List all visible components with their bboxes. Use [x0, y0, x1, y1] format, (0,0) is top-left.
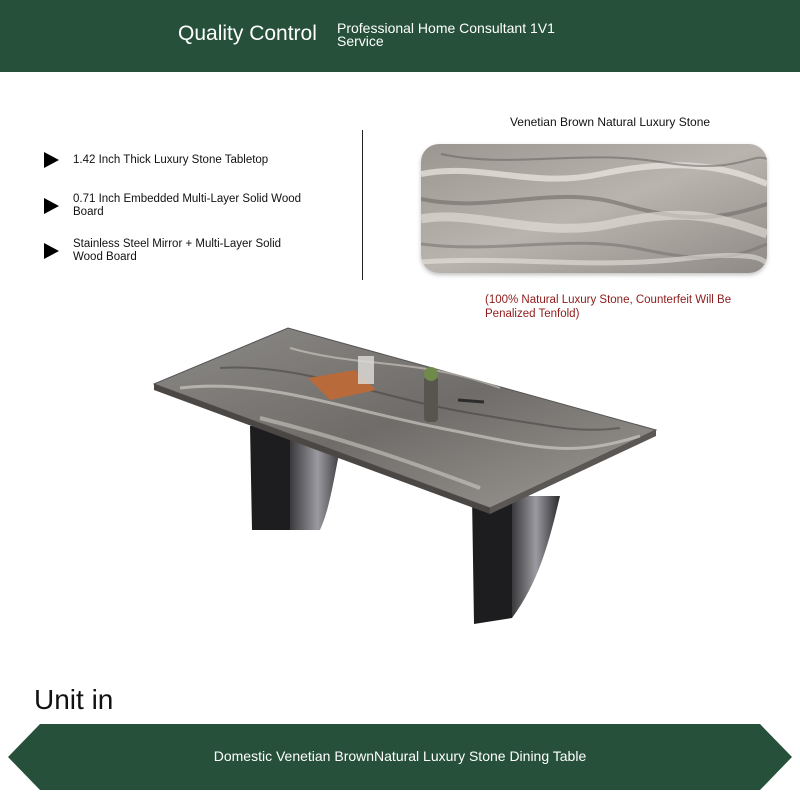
- feature-item: [44, 152, 313, 168]
- header-bar: [0, 0, 800, 72]
- play-triangle-icon: [44, 243, 59, 259]
- header-tagline: Professional Home Consultant 1V1 Service: [337, 20, 555, 49]
- vertical-divider: [362, 130, 363, 280]
- banner-label: Domestic Venetian BrownNatural Luxury Stone Dining Table: [213, 748, 587, 764]
- stone-title: Venetian Brown Natural Luxury Stone: [509, 115, 711, 129]
- stone-swatch-image: [421, 144, 767, 273]
- unit-label: Unit in: [34, 684, 114, 715]
- play-triangle-icon: [44, 152, 59, 168]
- dining-table-image: [140, 318, 670, 638]
- feature-text: Stainless Steel Mirror + Multi-Layer Solid Wood Board: [73, 238, 282, 263]
- feature-text: 0.71 Inch Embedded Multi-Layer Solid Wood Board: [73, 193, 302, 218]
- play-triangle-icon: [44, 198, 59, 214]
- stone-note: (100% Natural Luxury Stone, Counterfeit Will Be Penalized Tenfold): [485, 294, 732, 320]
- brand-title: Quality Control: [178, 22, 317, 45]
- feature-item: [44, 193, 313, 219]
- feature-item: [44, 238, 313, 264]
- feature-text: 1.42 Inch Thick Luxury Stone Tabletop: [73, 153, 269, 166]
